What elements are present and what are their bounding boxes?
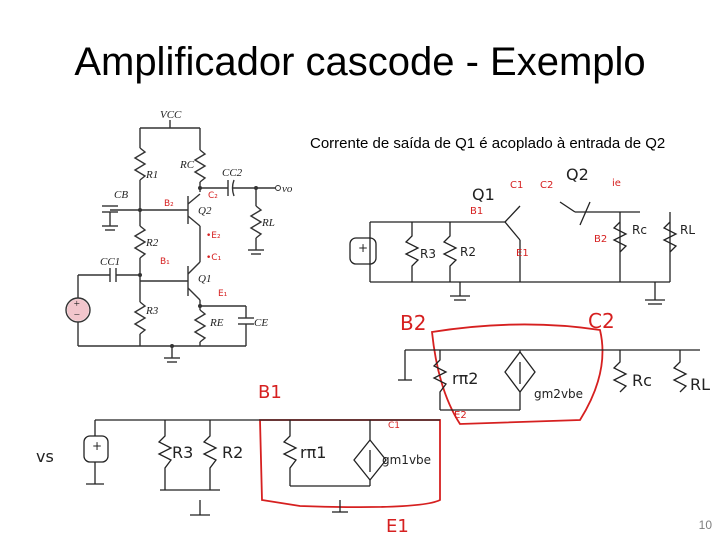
hw-q2-top: Q2 — [566, 165, 589, 184]
hw-b2-mid: B2 — [594, 234, 608, 245]
hw-gm1vbe: gm1vbe — [382, 453, 432, 467]
svg-text:+: + — [92, 439, 103, 453]
hw-gm2vbe: gm2vbe — [534, 387, 584, 401]
hw-b1-red: B1 — [258, 382, 282, 403]
label-re: RE — [210, 317, 224, 329]
label-rc: RC — [180, 159, 195, 171]
hw-b1-mid: B1 — [470, 206, 484, 217]
hw-ie: ie — [612, 178, 621, 189]
label-q1: Q1 — [198, 273, 212, 285]
hw-e1-mid: E1 — [516, 248, 529, 259]
label-cc2: CC2 — [222, 167, 243, 179]
svg-text:+: + — [73, 298, 81, 310]
hw-e1-red: E1 — [386, 516, 409, 537]
svg-text:−: − — [73, 309, 81, 321]
label-cc1: CC1 — [100, 256, 121, 268]
slide-subtitle: Corrente de saída de Q1 é acoplado à entrada de Q2 — [310, 135, 666, 152]
hw-rl-low: RL — [690, 375, 711, 394]
hw-c1: C1 — [510, 180, 524, 191]
hw-rpi2: rπ2 — [452, 369, 479, 388]
hw-rl-mid: RL — [680, 223, 696, 237]
hw-b2-red: B2 — [400, 311, 427, 335]
slide-title: Amplificador cascode - Exemplo — [74, 40, 646, 84]
svg-text:•E₂: •E₂ — [206, 231, 221, 241]
hw-r3-mid: R3 — [420, 247, 436, 261]
label-vo: vo — [282, 183, 293, 195]
hw-rpi1: rπ1 — [300, 443, 327, 462]
label-q2: Q2 — [198, 205, 212, 217]
svg-text:B₂: B₂ — [164, 199, 174, 209]
hw-r2-mid: R2 — [460, 245, 476, 259]
svg-text:•C₁: •C₁ — [206, 253, 222, 263]
hw-c1-red: C1 — [388, 421, 401, 431]
label-r3: R3 — [146, 305, 159, 317]
svg-text:+: + — [358, 241, 369, 255]
label-r1: R1 — [146, 169, 159, 181]
label-vcc: VCC — [160, 109, 182, 121]
hw-e2-red: E2 — [454, 410, 467, 421]
hw-r2-low: R2 — [222, 443, 244, 462]
svg-text:E₁: E₁ — [218, 289, 228, 299]
hw-q1-mid: Q1 — [472, 185, 495, 204]
hw-c2: C2 — [540, 180, 554, 191]
label-rl: RL — [262, 217, 275, 229]
label-cb: CB — [114, 189, 129, 201]
hw-c2-red: C2 — [588, 309, 615, 333]
svg-text:B₁: B₁ — [160, 257, 170, 267]
hw-rc-mid: Rc — [632, 223, 647, 237]
svg-text:C₂: C₂ — [208, 191, 218, 201]
hw-vs: vs — [36, 447, 54, 466]
label-ce: CE — [254, 317, 269, 329]
page-number: 10 — [698, 518, 712, 532]
hw-r3-low: R3 — [172, 443, 194, 462]
hw-rc-low: Rc — [632, 371, 652, 390]
label-r2: R2 — [146, 237, 159, 249]
